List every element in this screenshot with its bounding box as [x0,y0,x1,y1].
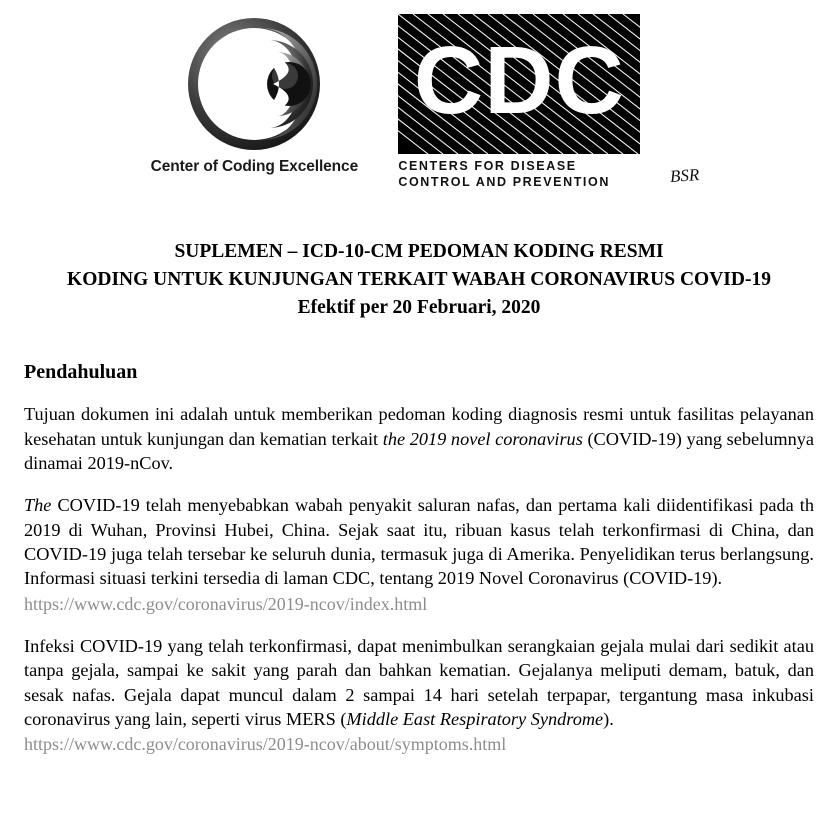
document-body [0,361,838,756]
cdc-logo-subtitle [398,159,648,190]
paragraph-1-text-a: Tujuan dokumen ini adalah untuk memberikan pedoman koding diagnosis resmi untuk fasilitas pelayanan kesehatan untuk kunjungan dan kematian terkait [24,404,814,449]
document-title [0,238,838,321]
cdc-index-url[interactable]: https://www.cdc.gov/coronavirus/2019-ncov/index.html [24,593,428,614]
cdc-subtitle-line1: CENTERS FOR DISEASE [398,159,577,173]
cdc-letters: CDC [413,27,625,134]
paragraph-2-text: COVID-19 telah menyebabkan wabah penyakit saluran nafas, dan pertama kali diidentifikasi pada th 2019 di Wuhan, Provinsi Hubei, China. Sejak saat itu, ribuan kasus telah terkonfirmasi di China, dan COVID-19 juga telah tersebar ke seluruh dunia, termasuk juga di Amerika. Penyelidikan terus berlangsung. Informasi situasi terkini tersedia di laman CDC, tentang 2019 Novel Coronavirus (COVID-19). [24,495,814,589]
section-heading-pendahuluan: Pendahuluan [24,361,138,384]
cdc-logo-mark [398,14,640,154]
paragraph-1-italic: the 2019 novel coronavirus [382,428,583,449]
logo-row [0,0,838,190]
title-line-1: SUPLEMEN – ICD-10-CM PEDOMAN KODING RESMI [174,241,664,263]
paragraph-3-italic: Middle East Respiratory Syndrome [346,708,604,729]
paragraph-1 [24,402,814,475]
coe-swoosh-icon [161,14,347,154]
paragraph-3 [24,634,814,731]
coe-logo-caption: Center of Coding Excellence [150,158,359,175]
cdc-logo [398,14,648,190]
cdc-subtitle-line2: CONTROL AND PREVENTION [398,174,610,189]
title-line-3: Efektif per 20 Februari, 2020 [297,296,541,318]
paragraph-1-text-b: (COVID-19) yang sebelumnya dinamai 2019-nCov. [24,428,815,473]
paragraph-3-text-b: ). [603,708,614,729]
paragraph-3-text-a: Infeksi COVID-19 yang telah terkonfirmasi, dapat menimbulkan serangkaian gejala mulai dari sedikit atau tanpa gejala, sampai ke sakit yang parah dan bahkan kematian. Gejalanya meliputi demam, batuk, dan sesak nafas. Gejala dapat muncul dalam 2 sampai 14 hari setelah terpapar, tergantung masa inkubasi coronavirus yang lain, seperti virus MERS ( [24,636,814,729]
handwritten-initials-mark: BSR [669,165,701,187]
paragraph-2-italic: The [24,495,52,516]
paragraph-2 [24,493,814,590]
title-line-2: KODING UNTUK KUNJUNGAN TERKAIT WABAH CORONAVIRUS COVID-19 [67,268,771,290]
cdc-symptoms-url[interactable]: https://www.cdc.gov/coronavirus/2019-ncov/about/symptoms.html [24,734,507,755]
center-of-coding-excellence-logo [138,14,370,176]
